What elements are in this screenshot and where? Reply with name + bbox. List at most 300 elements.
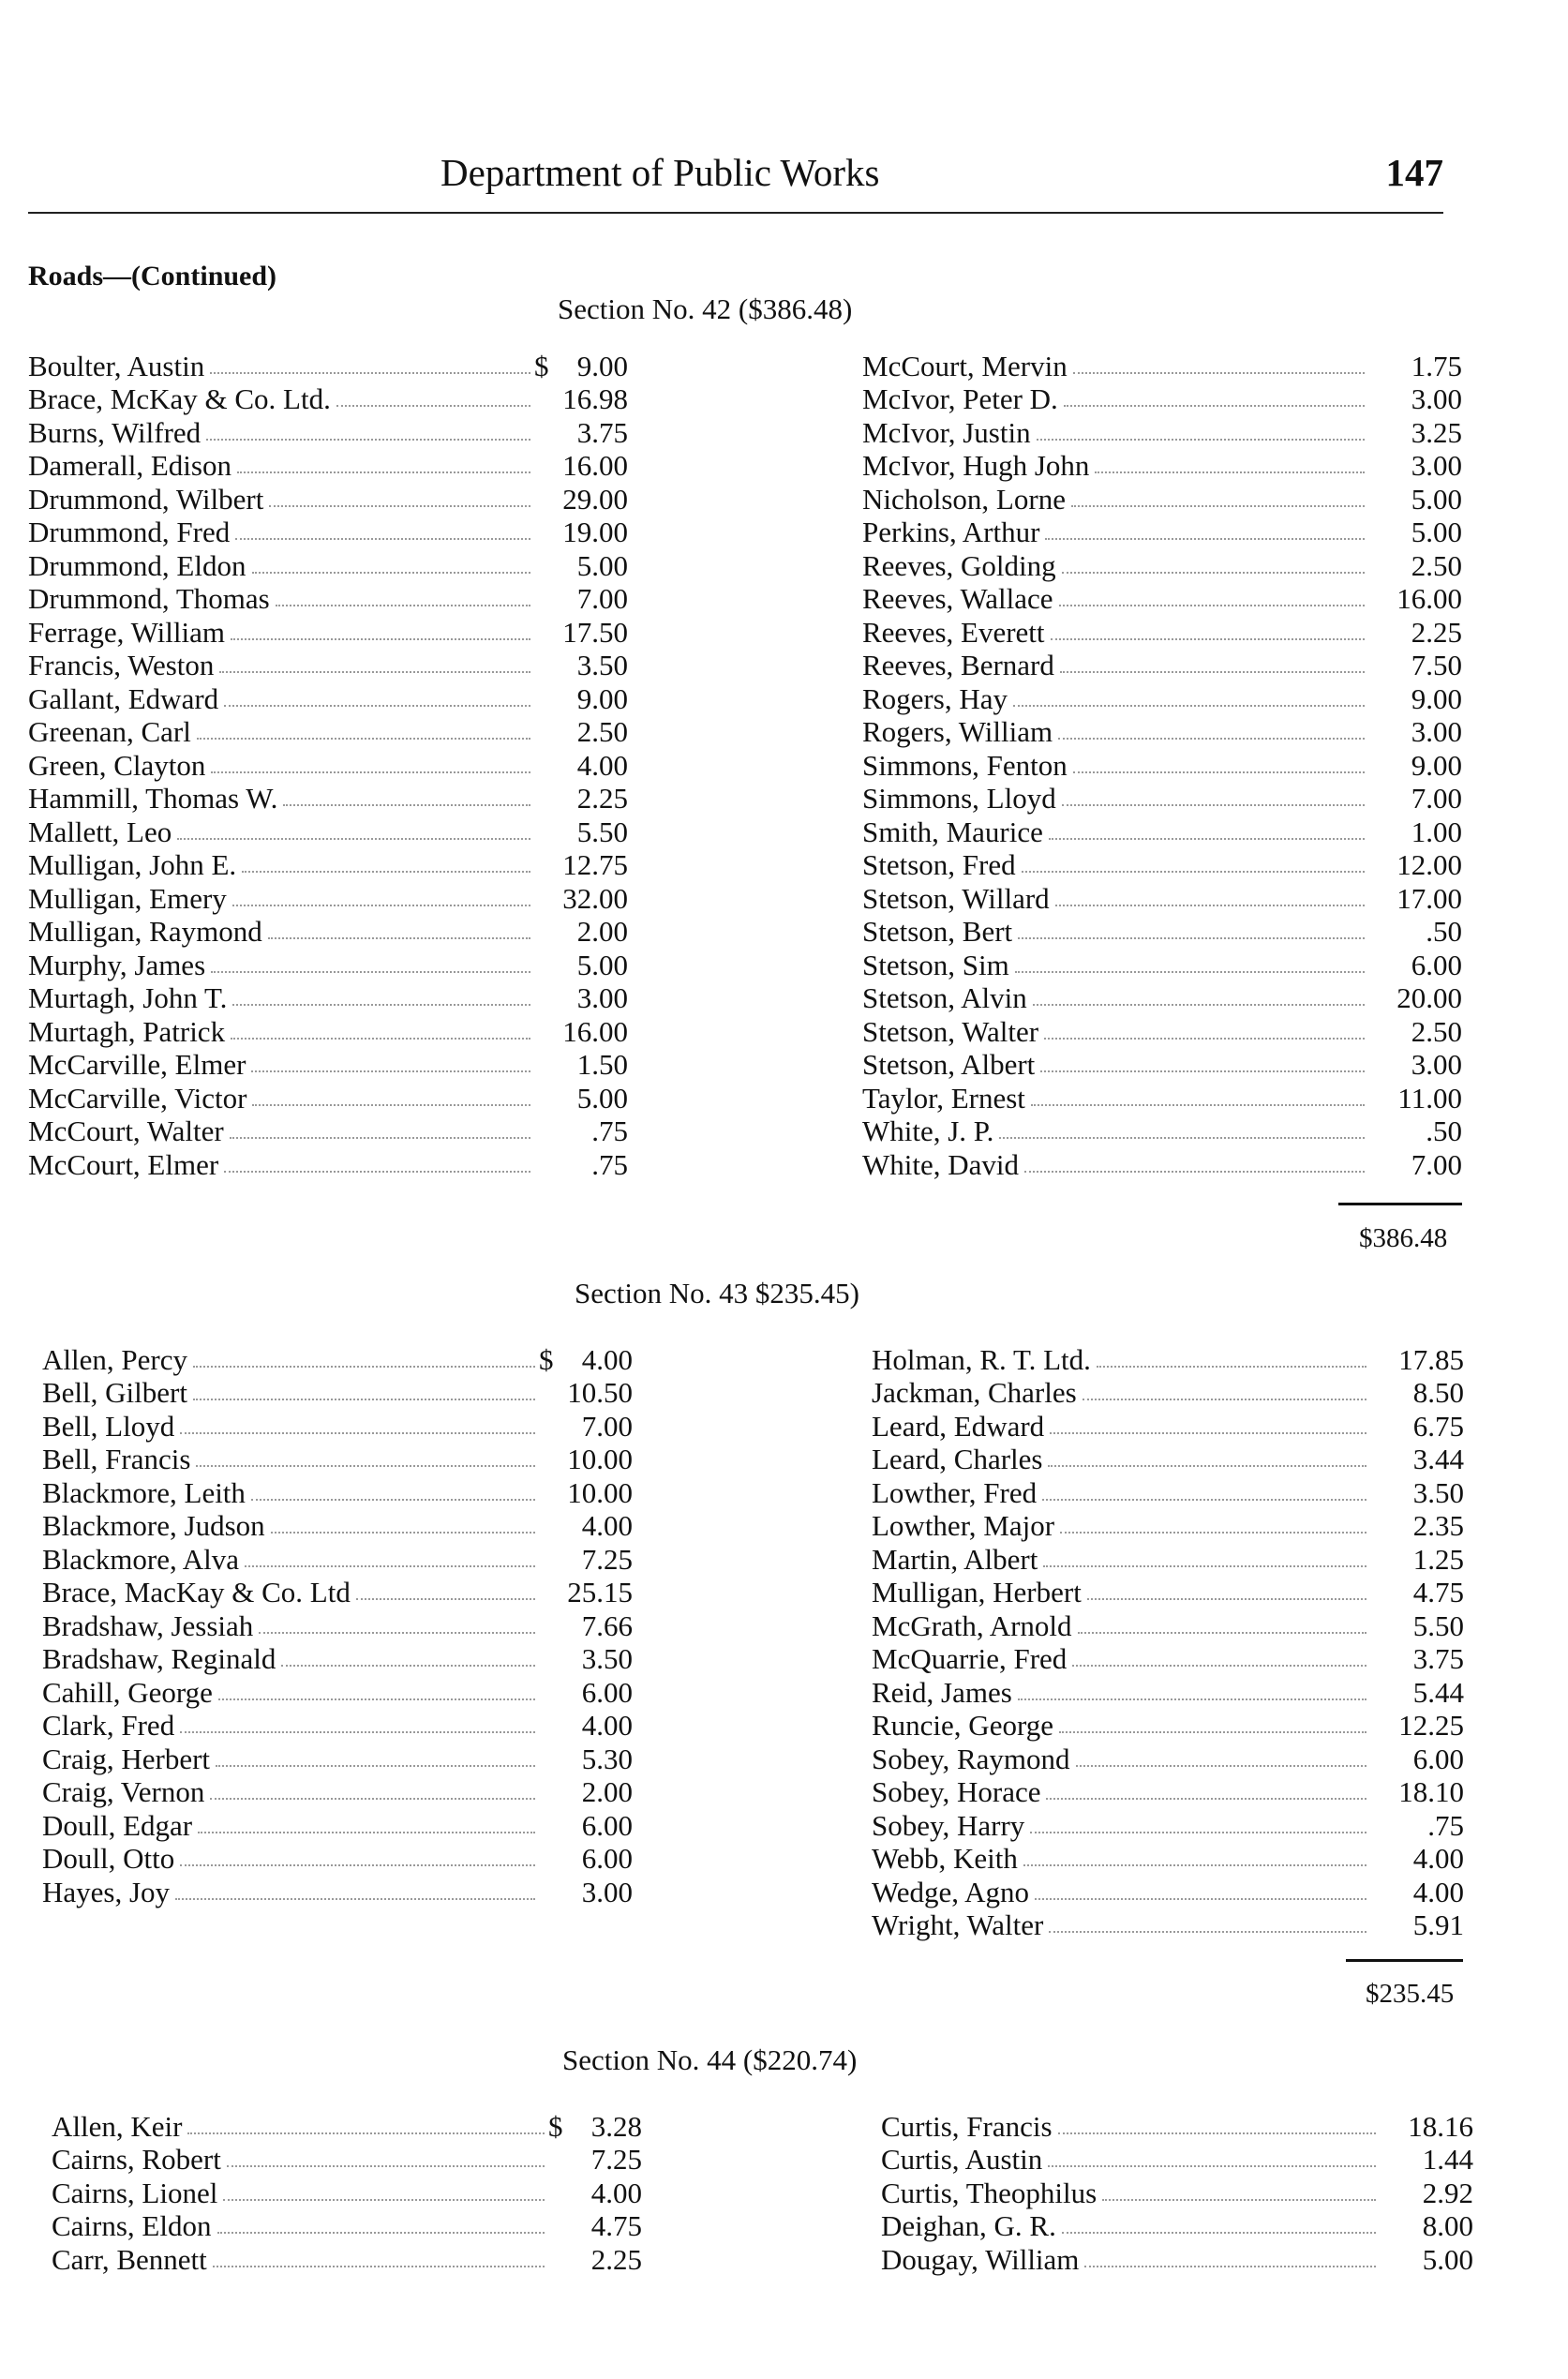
amount: 2.92 xyxy=(1422,2176,1473,2209)
ledger-row xyxy=(42,1509,633,1543)
ledger-row xyxy=(28,748,628,782)
ledger-row xyxy=(28,516,628,549)
ledger-row xyxy=(862,582,1462,616)
leader-dots xyxy=(271,1532,535,1534)
ledger-row xyxy=(862,948,1462,981)
payee-name: Damerall, Edison xyxy=(28,449,231,482)
payee-name: Webb, Keith xyxy=(872,1842,1018,1875)
header-rule xyxy=(28,212,1443,214)
leader-dots xyxy=(1058,2132,1376,2134)
amount: 7.00 xyxy=(576,582,628,615)
leader-dots xyxy=(197,738,530,740)
amount: 1.75 xyxy=(1411,349,1462,382)
ledger-row xyxy=(872,1376,1464,1410)
payee-name: Reeves, Bernard xyxy=(862,649,1054,681)
leader-dots xyxy=(1062,572,1365,574)
ledger-row xyxy=(872,1675,1464,1709)
leader-dots xyxy=(1055,905,1365,906)
leader-dots xyxy=(1062,804,1365,806)
ledger-row xyxy=(28,548,628,582)
currency-symbol: $ xyxy=(539,1342,554,1376)
amount: 16.00 xyxy=(562,1014,628,1048)
amount: 8.50 xyxy=(1412,1376,1464,1409)
section-43-left-column xyxy=(42,1342,633,1908)
payee-name: Lowther, Major xyxy=(872,1509,1055,1542)
payee-name: McQuarrie, Fred xyxy=(872,1642,1068,1675)
payee-name: Simmons, Fenton xyxy=(862,748,1068,782)
ledger-row xyxy=(28,482,628,516)
amount: 3.75 xyxy=(576,415,628,449)
ledger-row xyxy=(862,482,1462,516)
ledger-row xyxy=(42,1808,633,1842)
leader-dots xyxy=(193,1366,535,1368)
amount: 5.30 xyxy=(581,1742,633,1775)
leader-dots xyxy=(1050,1432,1366,1434)
leader-dots xyxy=(336,405,530,407)
ledger-row xyxy=(28,848,628,882)
leader-dots xyxy=(1071,505,1365,507)
payee-name: McCourt, Mervin xyxy=(862,349,1068,382)
amount: 17.85 xyxy=(1398,1342,1464,1376)
amount: 5.00 xyxy=(576,948,628,981)
ledger-row xyxy=(872,1475,1464,1509)
amount: 5.00 xyxy=(576,548,628,582)
payee-name: McGrath, Arnold xyxy=(872,1608,1072,1642)
leader-dots xyxy=(1045,538,1365,540)
leader-dots xyxy=(1013,705,1365,707)
ledger-row xyxy=(42,1342,633,1376)
leader-dots xyxy=(1060,1532,1366,1534)
leader-dots xyxy=(1062,2232,1376,2234)
section-42-left-column xyxy=(28,349,628,1181)
leader-dots xyxy=(219,671,530,673)
ledger-row xyxy=(872,1409,1464,1443)
amount: 3.28 xyxy=(590,2109,642,2143)
ledger-row xyxy=(52,2109,642,2143)
amount: 5.44 xyxy=(1412,1675,1464,1709)
payee-name: Nicholson, Lorne xyxy=(862,482,1066,516)
ledger-row xyxy=(52,2143,642,2177)
leader-dots xyxy=(235,538,530,540)
amount: 17.00 xyxy=(1396,881,1462,915)
payee-name: McCourt, Elmer xyxy=(28,1147,219,1181)
ledger-row xyxy=(862,815,1462,848)
leader-dots xyxy=(1040,1070,1365,1072)
payee-name: Taylor, Ernest xyxy=(862,1081,1025,1115)
leader-dots xyxy=(206,439,530,441)
payee-name: Jackman, Charles xyxy=(872,1376,1077,1409)
ledger-row xyxy=(872,1775,1464,1809)
leader-dots xyxy=(217,2232,545,2234)
amount: 9.00 xyxy=(1411,681,1462,715)
payee-name: Francis, Weston xyxy=(28,649,215,681)
amount: 20.00 xyxy=(1396,981,1462,1014)
amount: 7.66 xyxy=(581,1608,633,1642)
ledger-row xyxy=(862,782,1462,815)
leader-dots xyxy=(223,2199,545,2201)
ledger-row xyxy=(42,1376,633,1410)
currency-symbol: $ xyxy=(548,2109,563,2143)
leader-dots xyxy=(1015,971,1365,973)
payee-name: Murtagh, Patrick xyxy=(28,1014,226,1048)
payee-name: Brace, McKay & Co. Ltd. xyxy=(28,382,331,415)
amount: 25.15 xyxy=(567,1576,633,1608)
amount: 6.00 xyxy=(581,1808,633,1842)
leader-dots xyxy=(259,1632,535,1634)
payee-name: Stetson, Fred xyxy=(862,848,1016,881)
leader-dots xyxy=(1049,1931,1366,1933)
amount: 7.50 xyxy=(1411,649,1462,681)
amount: 4.00 xyxy=(576,748,628,782)
ledger-row xyxy=(862,548,1462,582)
amount: 5.50 xyxy=(1412,1608,1464,1642)
amount: 10.00 xyxy=(567,1443,633,1475)
payee-name: Cahill, George xyxy=(42,1675,213,1709)
leader-dots xyxy=(1064,405,1365,407)
ledger-row xyxy=(42,1443,633,1476)
payee-name: Perkins, Arthur xyxy=(862,516,1040,548)
amount: 8.00 xyxy=(1422,2209,1473,2242)
amount: .75 xyxy=(591,1147,628,1181)
payee-name: Curtis, Francis xyxy=(881,2109,1053,2143)
payee-name: White, J. P. xyxy=(862,1115,994,1147)
amount: 6.00 xyxy=(581,1842,633,1875)
page-title: Department of Public Works xyxy=(441,151,880,194)
ledger-row xyxy=(42,1709,633,1743)
ledger-row xyxy=(42,1775,633,1809)
ledger-row xyxy=(28,1115,628,1148)
ledger-row xyxy=(28,981,628,1015)
payee-name: Deighan, G. R. xyxy=(881,2209,1056,2242)
amount: 4.00 xyxy=(590,2176,642,2209)
leader-dots xyxy=(1044,1038,1365,1040)
ledger-row xyxy=(862,615,1462,649)
ledger-row xyxy=(42,1608,633,1642)
payee-name: Stetson, Walter xyxy=(862,1014,1039,1048)
leader-dots xyxy=(245,1565,535,1567)
amount: 4.75 xyxy=(590,2209,642,2242)
leader-dots xyxy=(216,1765,535,1767)
payee-name: Simmons, Lloyd xyxy=(862,782,1056,815)
amount: 4.00 xyxy=(581,1709,633,1742)
amount: 6.00 xyxy=(1411,948,1462,981)
ledger-row xyxy=(872,1608,1464,1642)
ledger-row xyxy=(862,681,1462,715)
payee-name: Stetson, Sim xyxy=(862,948,1009,981)
section-42-right-column xyxy=(862,349,1462,1181)
amount: 16.00 xyxy=(562,449,628,482)
payee-name: Drummond, Fred xyxy=(28,516,231,548)
leader-dots xyxy=(1037,439,1365,441)
ledger-row xyxy=(28,615,628,649)
leader-dots xyxy=(224,1171,530,1173)
amount: 4.75 xyxy=(1412,1576,1464,1608)
leader-dots xyxy=(1018,1698,1366,1700)
ledger-row xyxy=(862,715,1462,749)
amount: 4.00 xyxy=(581,1342,633,1376)
payee-name: Mulligan, Herbert xyxy=(872,1576,1082,1608)
amount: 11.00 xyxy=(1397,1081,1462,1115)
ledger-row xyxy=(872,1342,1464,1376)
ledger-row xyxy=(862,415,1462,449)
leader-dots xyxy=(198,1832,535,1833)
ledger-row xyxy=(28,582,628,616)
ledger-row xyxy=(881,2143,1473,2177)
amount: 2.35 xyxy=(1412,1509,1464,1542)
section-total: $235.45 xyxy=(1366,1979,1455,2009)
amount: 16.98 xyxy=(562,382,628,415)
payee-name: Reid, James xyxy=(872,1675,1012,1709)
leader-dots xyxy=(1083,1399,1366,1400)
amount: 3.50 xyxy=(581,1642,633,1675)
leader-dots xyxy=(1095,471,1365,473)
amount: 2.25 xyxy=(590,2242,642,2276)
payee-name: Reeves, Everett xyxy=(862,615,1045,649)
ledger-row xyxy=(52,2209,642,2243)
payee-name: Mulligan, Emery xyxy=(28,881,227,915)
payee-name: Smith, Maurice xyxy=(862,815,1043,848)
payee-name: McIvor, Peter D. xyxy=(862,382,1058,415)
payee-name: Hayes, Joy xyxy=(42,1875,171,1908)
ledger-row xyxy=(862,748,1462,782)
amount: 5.00 xyxy=(1411,516,1462,548)
amount: 9.00 xyxy=(576,349,628,382)
leader-dots xyxy=(268,937,530,939)
payee-name: Mulligan, John E. xyxy=(28,848,237,881)
payee-name: White, David xyxy=(862,1147,1020,1181)
payee-name: Drummond, Wilbert xyxy=(28,482,264,516)
ledger-row xyxy=(872,1576,1464,1609)
leader-dots xyxy=(1049,838,1365,840)
ledger-row xyxy=(28,349,628,382)
ledger-row xyxy=(872,1542,1464,1576)
payee-name: Holman, R. T. Ltd. xyxy=(872,1342,1091,1376)
ledger-row xyxy=(42,1576,633,1609)
leader-dots xyxy=(1030,1832,1366,1833)
ledger-row xyxy=(862,881,1462,915)
amount: 9.00 xyxy=(1411,748,1462,782)
ledger-row xyxy=(42,1475,633,1509)
ledger-row xyxy=(881,2109,1473,2143)
leader-dots xyxy=(210,372,530,374)
leader-dots xyxy=(1033,1004,1365,1006)
leader-dots xyxy=(283,804,530,806)
ledger-row xyxy=(28,881,628,915)
leader-dots xyxy=(251,1499,535,1501)
leader-dots xyxy=(1042,1499,1366,1501)
leader-dots xyxy=(211,971,530,973)
amount: 7.25 xyxy=(590,2143,642,2176)
amount: 10.00 xyxy=(567,1475,633,1509)
amount: 18.10 xyxy=(1398,1775,1464,1808)
ledger-row xyxy=(862,516,1462,549)
payee-name: Curtis, Austin xyxy=(881,2143,1043,2176)
amount: 1.50 xyxy=(576,1048,628,1081)
amount: 16.00 xyxy=(1396,582,1462,615)
ledger-row xyxy=(881,2209,1473,2243)
ledger-row xyxy=(28,1014,628,1048)
ledger-row xyxy=(862,382,1462,416)
leader-dots xyxy=(1048,2165,1376,2167)
leader-dots xyxy=(227,2165,545,2167)
total-rule xyxy=(1338,1203,1462,1205)
leader-dots xyxy=(187,2132,545,2134)
payee-name: Sobey, Raymond xyxy=(872,1742,1070,1775)
leader-dots xyxy=(251,1070,530,1072)
amount: 3.44 xyxy=(1412,1443,1464,1475)
payee-name: Sobey, Horace xyxy=(872,1775,1041,1808)
ledger-row xyxy=(28,715,628,749)
ledger-row xyxy=(872,1875,1464,1908)
leader-dots xyxy=(1097,1366,1366,1368)
leader-dots xyxy=(999,1137,1365,1139)
amount: 3.00 xyxy=(1411,1048,1462,1081)
leader-dots xyxy=(1048,1465,1366,1467)
amount: .50 xyxy=(1426,1115,1462,1147)
payee-name: Drummond, Thomas xyxy=(28,582,270,615)
amount: 12.75 xyxy=(562,848,628,881)
leader-dots xyxy=(252,1104,530,1106)
payee-name: Bell, Gilbert xyxy=(42,1376,187,1409)
leader-dots xyxy=(196,1465,535,1467)
ledger-row xyxy=(28,1048,628,1082)
amount: 3.00 xyxy=(581,1875,633,1908)
ledger-row xyxy=(42,1675,633,1709)
leader-dots xyxy=(180,1432,535,1434)
section-total: $386.48 xyxy=(1359,1223,1448,1253)
payee-name: McCarville, Victor xyxy=(28,1081,247,1115)
leader-dots xyxy=(231,638,530,640)
amount: 4.00 xyxy=(1412,1875,1464,1908)
amount: 2.25 xyxy=(576,782,628,815)
amount: 12.25 xyxy=(1398,1709,1464,1742)
amount: 3.00 xyxy=(1411,449,1462,482)
leader-dots xyxy=(242,871,530,873)
leader-dots xyxy=(1031,1104,1365,1106)
ledger-row xyxy=(862,1147,1462,1181)
ledger-row xyxy=(52,2242,642,2276)
leader-dots xyxy=(269,505,530,507)
payee-name: Bradshaw, Jessiah xyxy=(42,1608,254,1642)
payee-name: Stetson, Willard xyxy=(862,881,1050,915)
payee-name: Clark, Fred xyxy=(42,1709,175,1742)
leader-dots xyxy=(175,1898,535,1900)
amount: 12.00 xyxy=(1396,848,1462,881)
ledger-row xyxy=(28,649,628,682)
amount: 5.00 xyxy=(576,1081,628,1115)
amount: 6.00 xyxy=(581,1675,633,1709)
leader-dots xyxy=(231,1038,530,1040)
payee-name: Leard, Charles xyxy=(872,1443,1043,1475)
ledger-row xyxy=(872,1808,1464,1842)
ledger-row xyxy=(28,681,628,715)
payee-name: Sobey, Harry xyxy=(872,1808,1025,1842)
leader-dots xyxy=(1084,2266,1376,2267)
ledger-row xyxy=(862,848,1462,882)
leader-dots xyxy=(180,1864,535,1866)
leader-dots xyxy=(1043,1565,1366,1567)
ledger-row xyxy=(862,1048,1462,1082)
ledger-row xyxy=(862,1014,1462,1048)
payee-name: Drummond, Eldon xyxy=(28,548,246,582)
payee-name: Reeves, Golding xyxy=(862,548,1056,582)
leader-dots xyxy=(252,572,531,574)
ledger-row xyxy=(862,1115,1462,1148)
leader-dots xyxy=(177,838,530,840)
amount: 3.00 xyxy=(1411,382,1462,415)
ledger-row xyxy=(42,1842,633,1876)
section-44-left-column xyxy=(52,2109,642,2276)
leader-dots xyxy=(1073,372,1365,374)
amount: 7.25 xyxy=(581,1542,633,1576)
amount: 3.75 xyxy=(1412,1642,1464,1675)
currency-symbol: $ xyxy=(534,349,549,382)
amount: 3.25 xyxy=(1411,415,1462,449)
ledger-row xyxy=(28,815,628,848)
payee-name: Leard, Edward xyxy=(872,1409,1045,1443)
page-header xyxy=(28,150,1443,206)
ledger-row xyxy=(52,2176,642,2209)
payee-name: Lowther, Fred xyxy=(872,1475,1038,1509)
amount: 17.50 xyxy=(562,615,628,649)
ledger-row xyxy=(42,1875,633,1908)
payee-name: Craig, Vernon xyxy=(42,1775,205,1808)
amount: 3.00 xyxy=(576,981,628,1014)
payee-name: Doull, Edgar xyxy=(42,1808,193,1842)
amount: 2.25 xyxy=(1411,615,1462,649)
leader-dots xyxy=(1078,1632,1366,1634)
leader-dots xyxy=(1087,1598,1366,1600)
amount: 5.00 xyxy=(1411,482,1462,516)
ledger-row xyxy=(872,1908,1464,1942)
payee-name: Cairns, Eldon xyxy=(52,2209,212,2242)
ledger-row xyxy=(872,1509,1464,1543)
payee-name: Gallant, Edward xyxy=(28,681,219,715)
amount: 4.00 xyxy=(1412,1842,1464,1875)
ledger-row xyxy=(28,415,628,449)
ledger-row xyxy=(872,1842,1464,1876)
leader-dots xyxy=(281,1665,535,1667)
amount: 6.75 xyxy=(1412,1409,1464,1443)
ledger-row xyxy=(28,948,628,981)
payee-name: Reeves, Wallace xyxy=(862,582,1053,615)
continued-heading: Roads—(Continued) xyxy=(28,261,277,292)
payee-name: Carr, Bennett xyxy=(52,2242,207,2276)
amount: .50 xyxy=(1426,915,1462,948)
section-title: Section No. 43 $235.45) xyxy=(575,1277,859,1309)
payee-name: Runcie, George xyxy=(872,1709,1053,1742)
payee-name: Doull, Otto xyxy=(42,1842,175,1875)
amount: 1.25 xyxy=(1412,1542,1464,1576)
payee-name: Mallett, Leo xyxy=(28,815,172,848)
amount: 2.50 xyxy=(1411,548,1462,582)
leader-dots xyxy=(1051,638,1365,640)
ledger-row xyxy=(862,1081,1462,1115)
ledger-row xyxy=(42,1409,633,1443)
leader-dots xyxy=(1035,1898,1366,1900)
leader-dots xyxy=(232,1004,530,1006)
ledger-row xyxy=(872,1742,1464,1775)
payee-name: McIvor, Hugh John xyxy=(862,449,1090,482)
amount: 7.00 xyxy=(1411,1147,1462,1181)
payee-name: Craig, Herbert xyxy=(42,1742,211,1775)
leader-dots xyxy=(1022,871,1365,873)
amount: 7.00 xyxy=(1411,782,1462,815)
amount: 29.00 xyxy=(562,482,628,516)
payee-name: Rogers, William xyxy=(862,715,1053,748)
amount: 6.00 xyxy=(1412,1742,1464,1775)
amount: 3.00 xyxy=(1411,715,1462,748)
